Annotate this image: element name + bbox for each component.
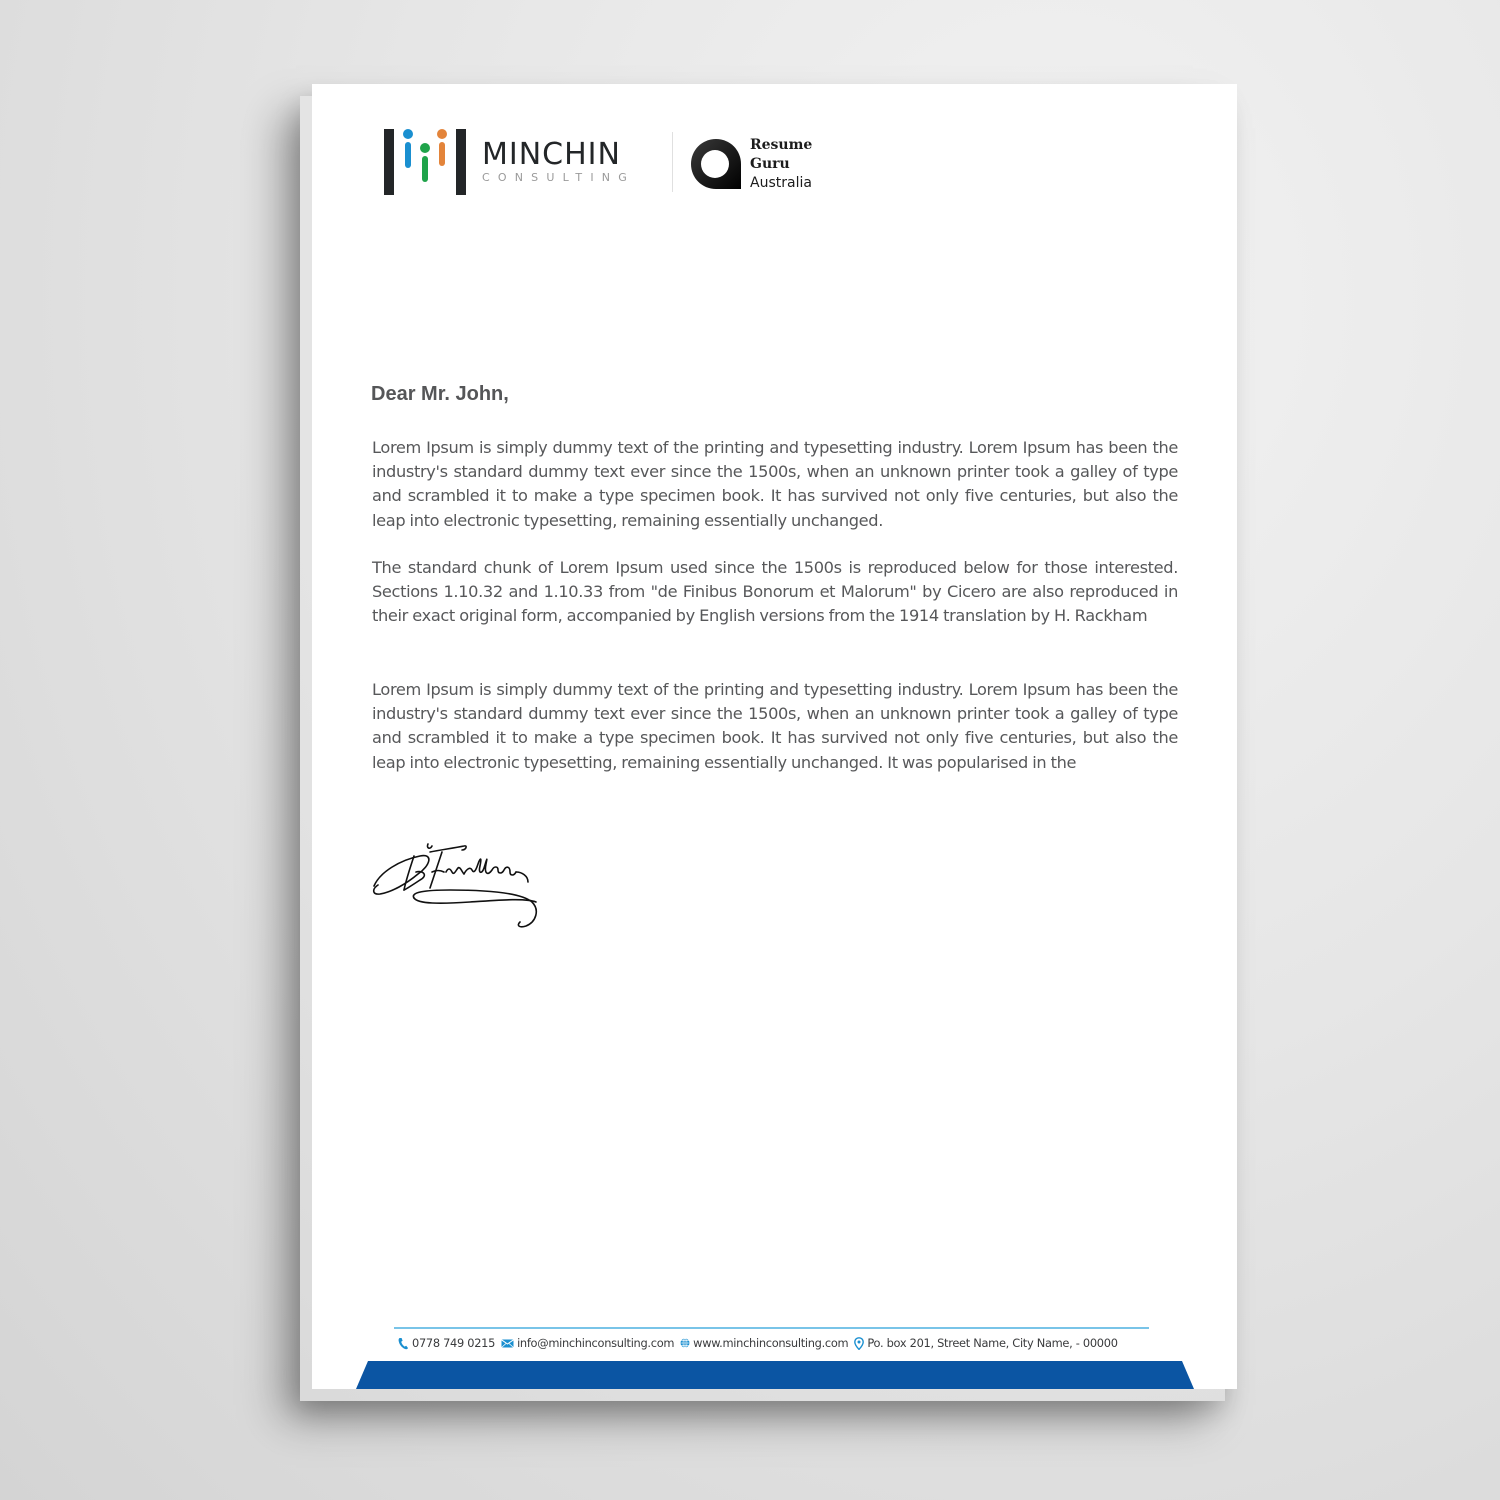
rga-line-resume: Resume	[750, 136, 813, 153]
footer-color-band	[356, 1361, 1194, 1389]
footer-contact-bar	[398, 1336, 1158, 1350]
footer-email	[501, 1336, 674, 1350]
envelope-icon	[501, 1339, 514, 1348]
resume-guru-wordmark	[750, 136, 812, 193]
phone-number: 0778 749 0215	[412, 1336, 496, 1350]
minchin-logo-mark-icon	[384, 129, 466, 195]
logo-figure-orange	[438, 129, 446, 166]
location-pin-icon	[854, 1337, 864, 1350]
logo-figure-green	[421, 143, 429, 182]
logo-figure-blue	[404, 129, 412, 168]
logo-left-bar	[384, 129, 394, 195]
phone-icon	[398, 1337, 409, 1350]
footer-address	[854, 1336, 1117, 1350]
minchin-consulting-logo	[384, 128, 635, 196]
paragraph-1: Lorem Ipsum is simply dummy text of the printing and typesetting industry. Lorem Ipsum has been the industry's standard dummy text ever since the 1500s, when an unknown printer took a galley of type and scrambled it to make a type specimen book. It has survived not only five centuries, but also the leap into electronic typesetting, remaining essentially unchanged.	[372, 438, 1178, 530]
footer-phone	[398, 1336, 495, 1350]
postal-address: Po. box 201, Street Name, City Name, - 00000	[867, 1336, 1118, 1350]
footer-rule	[394, 1327, 1149, 1329]
paragraph-2: The standard chunk of Lorem Ipsum used since the 1500s is reproduced below for those interested. Sections 1.10.32 and 1.10.33 from "de Finibus Bonorum et Malorum" by Cicero are also reproduced in their exact original form, accompanied by English versions from the 1914 translation by H. Rackham	[372, 558, 1178, 626]
logo-tagline: CONSULTING	[482, 171, 635, 184]
globe-icon	[680, 1338, 690, 1348]
logo-name: MINCHIN	[482, 137, 621, 172]
minchin-logo-wordmark	[482, 137, 635, 184]
paragraph-3: Lorem Ipsum is simply dummy text of the printing and typesetting industry. Lorem Ipsum has been the industry's standard dummy text ever since the 1500s, when an unknown printer took a galley of type and scrambled it to make a type specimen book. It has survived not only five centuries, but also the leap into electronic typesetting, remaining essentially unchanged. It was popularised in the	[372, 680, 1178, 772]
resume-guru-australia-logo	[690, 134, 812, 194]
rga-line-guru: Guru	[750, 155, 790, 172]
logo-divider	[672, 132, 673, 192]
email-address[interactable]: info@minchinconsulting.com	[517, 1336, 675, 1350]
logo-right-bar	[456, 129, 466, 195]
footer-website	[680, 1336, 848, 1350]
letterhead-page	[312, 84, 1237, 1389]
rga-line-australia: Australia	[750, 174, 812, 191]
salutation: Dear Mr. John,	[371, 383, 509, 405]
website-url[interactable]: www.minchinconsulting.com	[693, 1336, 849, 1350]
signature-icon	[370, 842, 550, 934]
resume-guru-mark-icon	[690, 138, 742, 190]
